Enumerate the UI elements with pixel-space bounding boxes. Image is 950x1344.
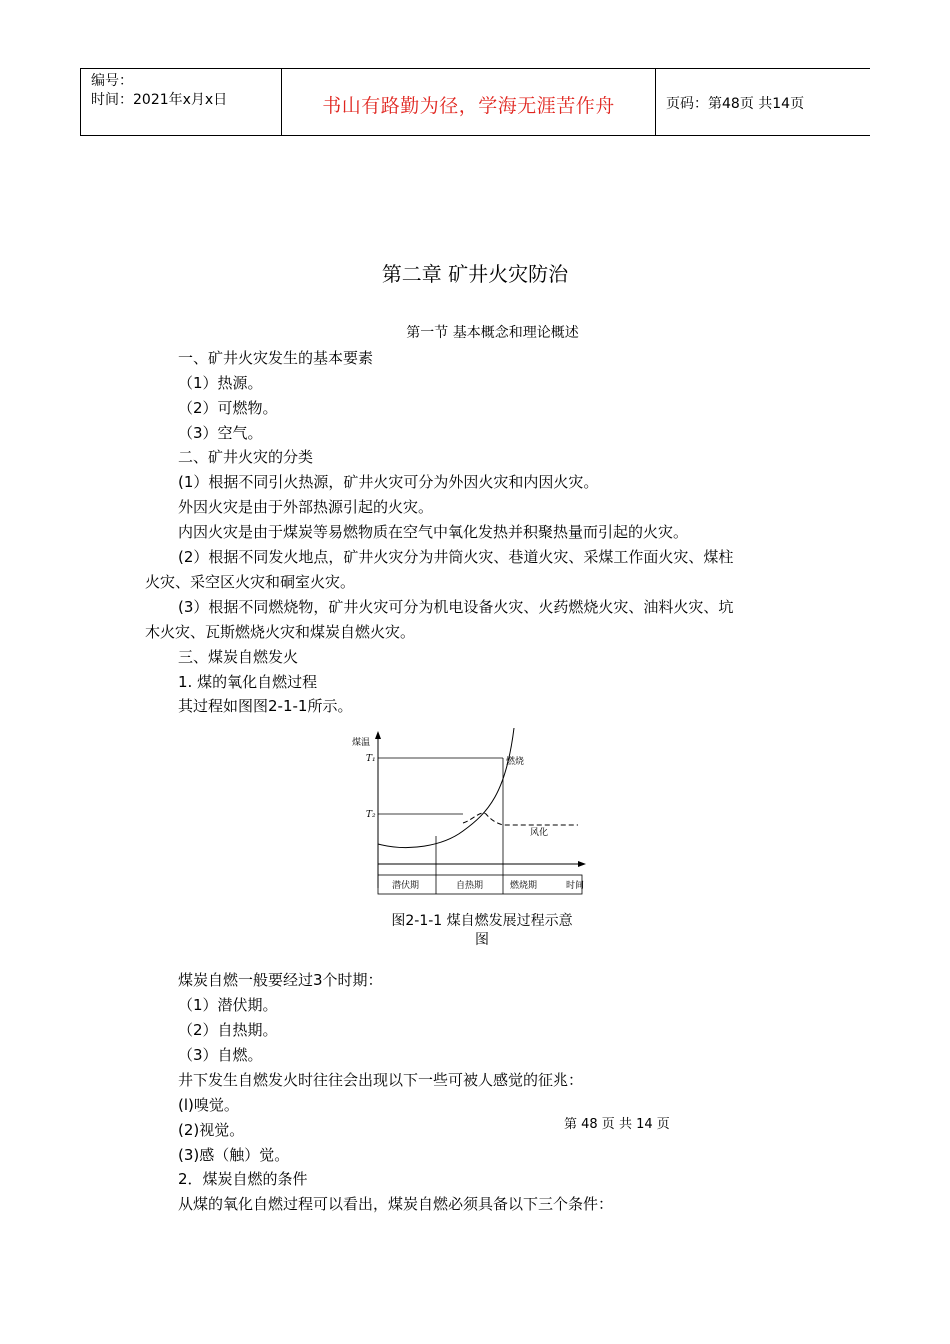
list-item: （2）自热期。	[178, 1021, 278, 1039]
paragraph-line: (2）根据不同发火地点，矿井火灾分为井筒火灾、巷道火灾、采煤工作面火灾、煤柱	[178, 548, 734, 566]
heading-3: 三、煤炭自燃发火	[178, 648, 299, 666]
figure-caption-line: 图	[475, 932, 489, 948]
period-label-latent: 潜伏期	[392, 881, 420, 891]
temperature-curve	[378, 728, 514, 848]
heading-2: 二、矿井火灾的分类	[178, 448, 314, 466]
subheading: 2．煤炭自燃的条件	[178, 1170, 308, 1188]
paragraph-line: 煤炭自燃一般要经过3个时期：	[178, 971, 383, 989]
section-title: 第一节 基本概念和理论概述	[406, 325, 579, 341]
weathering-curve	[463, 813, 578, 825]
header-meta-cell	[81, 69, 282, 135]
list-item: （3）空气。	[178, 424, 263, 442]
x-axis-label: 时间	[566, 881, 585, 891]
list-item: （1）潜伏期。	[178, 996, 278, 1014]
x-axis-arrow	[578, 861, 586, 867]
paragraph-line: 从煤的氧化自燃过程可以看出，煤炭自燃必须具备以下三个条件：	[178, 1195, 614, 1213]
y-axis-label: 煤温	[352, 738, 371, 748]
list-item: (2)视觉。	[178, 1121, 245, 1139]
subheading: 1. 煤的氧化自燃过程	[178, 673, 318, 691]
figure-caption	[372, 912, 592, 950]
y-axis-arrow	[375, 731, 381, 739]
paragraph-line: 火灾、采空区火灾和硐室火灾。	[145, 573, 356, 591]
list-item: （3）自燃。	[178, 1046, 263, 1064]
paragraph-line: 其过程如图图2-1-1所示。	[178, 697, 353, 715]
page-number-footer: 第 48 页 共 14 页	[564, 1117, 670, 1132]
paragraph-line: (1）根据不同引火热源，矿井火灾可分为外因火灾和内因火灾。	[178, 473, 599, 491]
coal-self-ignition-figure	[348, 728, 598, 898]
burn-label: 燃烧	[506, 757, 525, 767]
t1-label: T₁	[366, 754, 376, 764]
time-label: 时间：2021年x月x日	[91, 92, 228, 108]
header-page-cell	[656, 69, 871, 135]
weather-label: 风化	[530, 828, 549, 838]
motto: 书山有路勤为径，学海无涯苦作舟	[322, 95, 615, 117]
page-code: 页码：第48页 共14页	[666, 96, 805, 112]
paragraph-line: 外因火灾是由于外部热源引起的火灾。	[178, 498, 434, 516]
list-item: （1）热源。	[178, 374, 263, 392]
paragraph-line: 内因火灾是由于煤炭等易燃物质在空气中氧化发热并积聚热量而引起的火灾。	[178, 523, 689, 541]
t2-label: T₂	[366, 810, 376, 820]
paragraph-line: (3）根据不同燃烧物，矿井火灾可分为机电设备火灾、火药燃烧火灾、油料火灾、坑	[178, 598, 734, 616]
chapter-title: 第二章 矿井火灾防治	[381, 262, 569, 286]
paragraph-line: 木火灾、瓦斯燃烧火灾和煤炭自燃火灾。	[145, 623, 416, 641]
list-item: （2）可燃物。	[178, 399, 278, 417]
header-motto-cell	[282, 69, 656, 135]
list-item: (l)嗅觉。	[178, 1096, 239, 1114]
heading-1: 一、矿井火灾发生的基本要素	[178, 349, 374, 367]
list-item: (3)感（触）觉。	[178, 1146, 290, 1164]
figure-caption-line: 图2-1-1 煤自燃发展过程示意	[391, 913, 573, 929]
paragraph-line: 井下发生自燃发火时往往会出现以下一些可被人感觉的征兆：	[178, 1071, 584, 1089]
header-table	[80, 68, 870, 136]
period-label-selfheat: 自热期	[456, 881, 484, 891]
number-label: 编号：	[91, 73, 133, 89]
period-label-burn: 燃烧期	[510, 881, 538, 891]
